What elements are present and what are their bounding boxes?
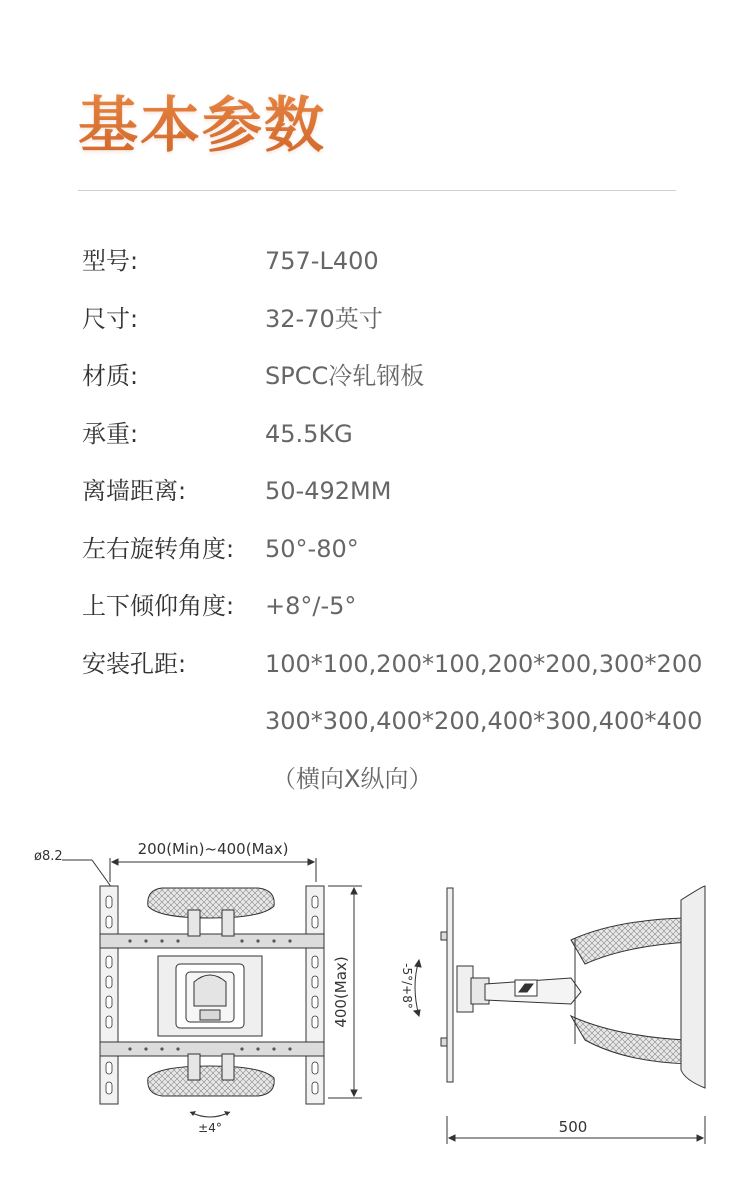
side-view-diagram (385, 880, 715, 1150)
spec-value: 100*100,200*100,200*200,300*200 (265, 650, 703, 678)
spec-value: 32-70英寸 (265, 305, 383, 333)
spec-label: 上下倾仰角度: (82, 592, 235, 620)
spec-value: SPCC冷轧钢板 (265, 362, 425, 390)
spec-value: 50-492MM (265, 477, 392, 505)
spec-value: 300*300,400*200,400*300,400*400 (265, 707, 703, 735)
spec-note: （横向X纵向） (272, 765, 433, 793)
hole-diameter-label: ø8.2 (34, 849, 63, 864)
title-divider (78, 190, 676, 191)
front-view-diagram (30, 836, 370, 1136)
spec-label: 型号: (82, 247, 139, 275)
page-title: 基本参数 (78, 78, 326, 164)
width-dimension-label: 200(Min)~400(Max) (137, 840, 289, 858)
height-dimension-label: 400(Max) (332, 956, 350, 1028)
tilt-angle-label: -5°/+8° (400, 963, 414, 1009)
spec-value: 45.5KG (265, 420, 353, 448)
spec-label: 材质: (82, 362, 139, 390)
spec-label: 左右旋转角度: (82, 535, 235, 563)
spec-label: 安装孔距: (82, 650, 187, 678)
spec-label: 承重: (82, 420, 139, 448)
spec-label: 尺寸: (82, 305, 139, 333)
spec-value: 757-L400 (265, 247, 379, 275)
depth-dimension-label: 500 (558, 1118, 588, 1136)
spec-label: 离墙距离: (82, 477, 187, 505)
spec-value: +8°/-5° (265, 592, 357, 620)
swivel-angle-label: ±4° (198, 1121, 222, 1135)
spec-value: 50°-80° (265, 535, 359, 563)
